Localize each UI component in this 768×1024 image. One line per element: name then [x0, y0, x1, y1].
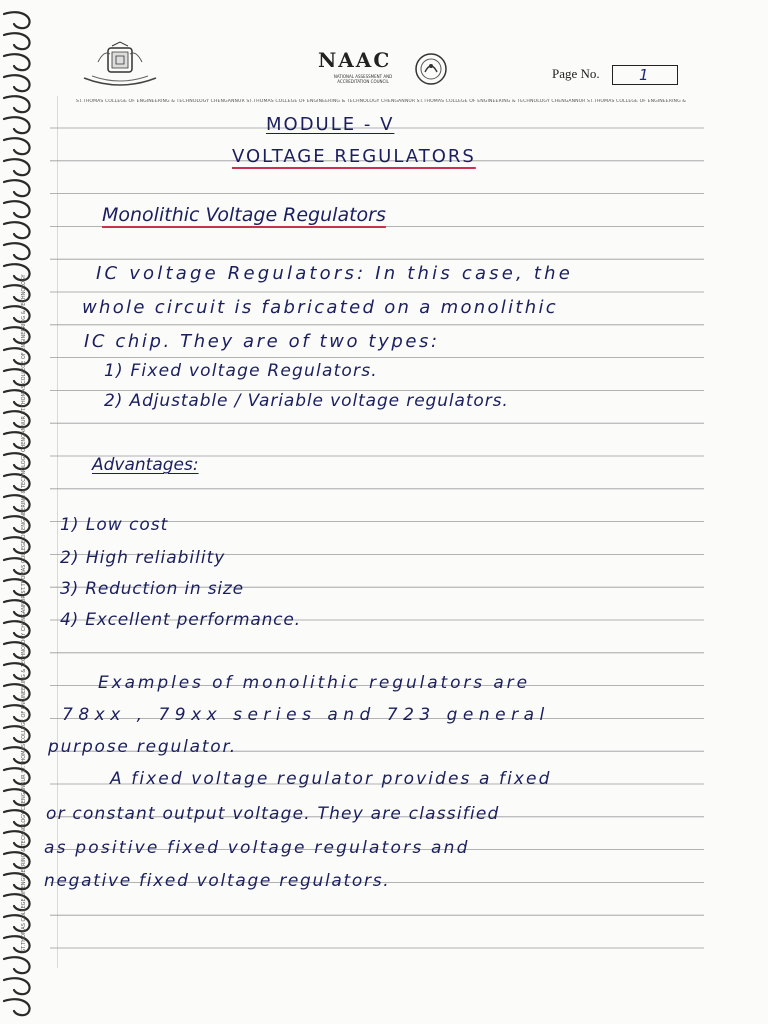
fixed-line-4: negative fixed voltage regulators. [44, 871, 391, 891]
page-header [70, 38, 720, 100]
examples-line-1: Examples of monolithic regulators are [98, 673, 530, 693]
college-name-vertical: ST.THOMAS COLLEGE OF ENGINEERING & TECHNOLOGY CHENGANNUR ST.THOMAS COLLEGE OF ENGINEERING & TECHNOLOGY CHENGANNUR ST.THOMAS COLLEGE OF ENGINEERING & TECHNOLOGY CHENGANNUR ST.THOMAS COLLEGE OF ENGINEERING & TECHNOLOGY [21, 274, 27, 952]
fixed-line-1: A fixed voltage regulator provides a fixed [110, 769, 552, 789]
naac-subtitle: NATIONAL ASSESSMENT AND ACCREDITATION COUNCIL [333, 74, 393, 84]
examples-line-3: purpose regulator. [48, 737, 237, 757]
intro-line-1: IC voltage Regulators: In this case, the [96, 263, 574, 284]
fixed-line-2: or constant output voltage. They are classified [46, 804, 500, 824]
advantage-1: 1) Low cost [60, 515, 169, 535]
naac-wordmark: NAAC [318, 48, 392, 72]
examples-line-2: 78xx , 79xx series and 723 general [62, 705, 550, 725]
college-name-strip: ST.THOMAS COLLEGE OF ENGINEERING & TECHNOLOGY CHENGANNUR ST.THOMAS COLLEGE OF ENGINEERING & TECHNOLOGY CHENGANNUR ST.THOMAS COLLEGE OF ENGINEERING & TECHNOLOGY CHENGANNUR ST.THOMAS COLLEGE OF ENGINEERING & [76, 99, 686, 104]
advantages-heading: Advantages: [92, 455, 199, 475]
page-number-value: 1 [639, 66, 649, 84]
intro-line-3: IC chip. They are of two types: [84, 331, 440, 352]
naac-logo-block [318, 44, 458, 94]
page-number-label: Page No. [552, 66, 600, 81]
module-heading: MODULE - V [266, 114, 395, 135]
advantage-4: 4) Excellent performance. [60, 610, 301, 630]
type-2: 2) Adjustable / Variable voltage regulators. [104, 391, 509, 411]
intro-line-2: whole circuit is fabricated on a monolithic [82, 297, 558, 318]
section-heading: Monolithic Voltage Regulators [102, 204, 386, 226]
chapter-title: VOLTAGE REGULATORS [232, 146, 476, 167]
naac-emblem-icon [414, 52, 448, 86]
advantage-3: 3) Reduction in size [60, 579, 244, 599]
page-number-box [612, 65, 678, 85]
fixed-line-3: as positive fixed voltage regulators and [44, 838, 470, 858]
advantage-2: 2) High reliability [60, 548, 226, 568]
type-1: 1) Fixed voltage Regulators. [104, 361, 378, 381]
college-emblem-logo [78, 40, 162, 88]
